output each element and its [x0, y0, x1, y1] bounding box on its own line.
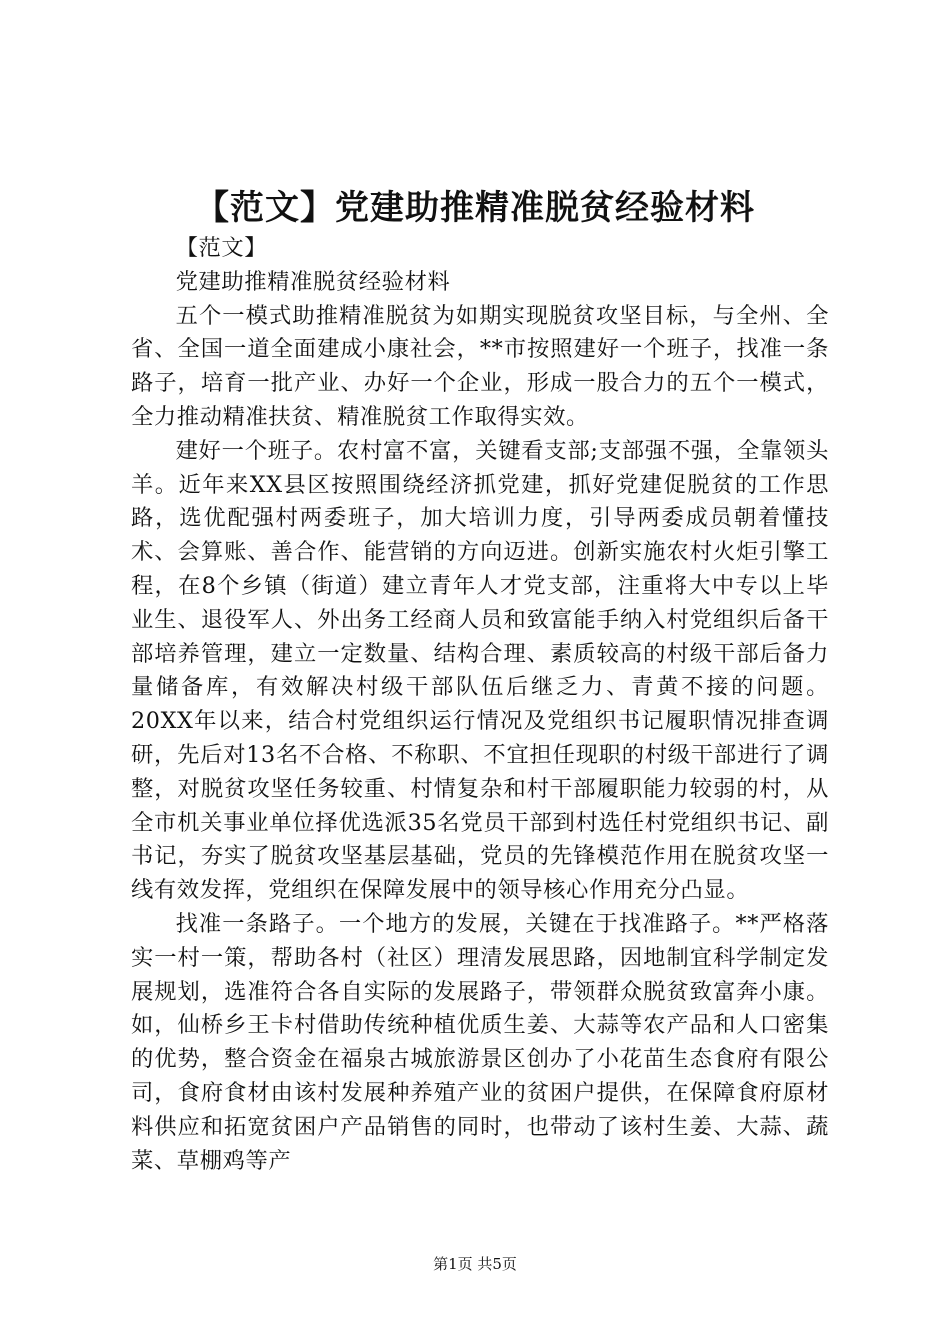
document-body — [131, 232, 829, 1178]
paragraph-path: 找准一条路子。一个地方的发展，关键在于找准路子。**严格落实一村一策，帮助各村（社区）理清发展思路，因地制宜科学制定发展规划，选准符合各自实际的发展路子，带领群众脱贫致富奔小康。如，仙桥乡王卡村借助传统种植优质生姜、大蒜等农产品和人口密集的优势，整合资金在福泉古城旅游景区创办了小花苗生态食府有限公司，食府食材由该村发展种养殖产业的贫困户提供，在保障食府原材料供应和拓宽贫困户产品销售的同时，也带动了该村生姜、大蒜、蔬菜、草棚鸡等产 — [131, 910, 829, 1174]
paragraph-subtitle: 党建助推精准脱贫经验材料 — [175, 268, 451, 295]
paragraph-intro: 五个一模式助推精准脱贫为如期实现脱贫攻坚目标，与全州、全省、全国一道全面建成小康社会，**市按照建好一个班子，找准一条路子，培育一批产业、办好一个企业，形成一股合力的五个一模式，全力推动精准扶贫、精准脱贫工作取得实效。 — [131, 302, 829, 430]
paragraph-team: 建好一个班子。农村富不富，关键看支部;支部强不强，全靠领头羊。近年来XX县区按照围绕经济抓党建，抓好党建促脱贫的工作思路，选优配强村两委班子，加大培训力度，引导两委成员朝着懂技术、会算账、善合作、能营销的方向迈进。创新实施农村火炬引擎工程，在8个乡镇（街道）建立青年人才党支部，注重将大中专以上毕业生、退役军人、外出务工经商人员和致富能手纳入村党组织后备干部培养管理，建立一定数量、结构合理、素质较高的村级干部后备力量储备库，有效解决村级干部队伍后继乏力、青黄不接的问题。20XX年以来，结合村党组织运行情况及党组织书记履职情况排查调研，先后对13名不合格、不称职、不宜担任现职的村级干部进行了调整，对脱贫攻坚任务较重、村情复杂和村干部履职能力较弱的村，从全市机关事业单位择优选派35名党员干部到村选任村党组织书记、副书记，夯实了脱贫攻坚基层基础，党员的先锋模范作用在脱贫攻坚一线有效发挥，党组织在保障发展中的领导核心作用充分凸显。 — [131, 437, 829, 904]
document-title: 【范文】党建助推精准脱贫经验材料 — [195, 188, 755, 228]
paragraph-label: 【范文】 — [175, 235, 268, 261]
page-footer: 第1页 共5页 — [433, 1255, 517, 1273]
